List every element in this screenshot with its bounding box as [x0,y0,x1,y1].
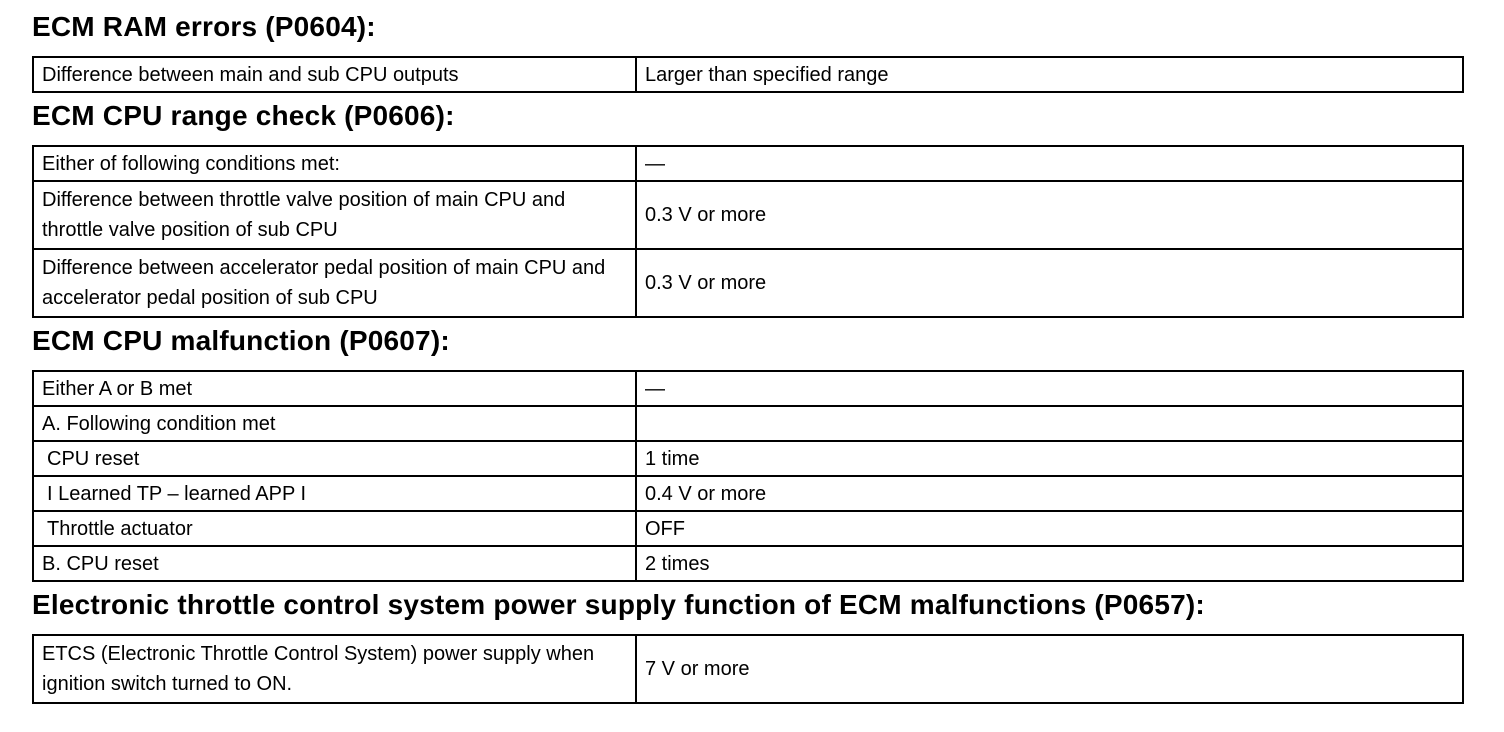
table-row [33,57,1463,92]
value-cell [636,406,1463,441]
condition-cell: Either of following conditions met: [33,146,636,181]
table-p0657 [32,634,1464,704]
condition-cell: Difference between main and sub CPU outputs [33,57,636,92]
value-cell: 2 times [636,546,1463,581]
section-title-p0604: ECM RAM errors (P0604): [32,11,376,42]
section-title-p0606: ECM CPU range check (P0606): [32,100,455,131]
table-p0604 [32,56,1464,93]
table-row [33,511,1463,546]
value-cell: 0.3 V or more [636,249,1463,317]
value-cell: OFF [636,511,1463,546]
table-row [33,546,1463,581]
condition-cell: Either A or B met [33,371,636,406]
condition-cell: B. CPU reset [33,546,636,581]
table-p0607 [32,370,1464,582]
table-row [33,406,1463,441]
value-cell: 0.4 V or more [636,476,1463,511]
value-cell: 1 time [636,441,1463,476]
condition-cell: ETCS (Electronic Throttle Control System) power supply when ignition switch turned to ON. [33,635,636,703]
document-page [32,0,1462,704]
table-row [33,476,1463,511]
table-row [33,441,1463,476]
condition-cell: A. Following condition met [33,406,636,441]
table-row [33,181,1463,249]
value-cell: Larger than specified range [636,57,1463,92]
value-cell: — [636,146,1463,181]
condition-cell: Throttle actuator [33,511,636,546]
section-title-p0607: ECM CPU malfunction (P0607): [32,325,450,356]
condition-cell: Difference between accelerator pedal position of main CPU and accelerator pedal position of sub CPU [33,249,636,317]
table-row [33,249,1463,317]
section-title-p0657: Electronic throttle control system power supply function of ECM malfunctions (P0657): [32,589,1205,620]
value-cell: 7 V or more [636,635,1463,703]
condition-cell: Difference between throttle valve position of main CPU and throttle valve position of sub CPU [33,181,636,249]
value-cell: — [636,371,1463,406]
table-p0606 [32,145,1464,318]
table-row [33,371,1463,406]
condition-cell: I Learned TP – learned APP I [33,476,636,511]
table-row [33,146,1463,181]
condition-cell: CPU reset [33,441,636,476]
table-row [33,635,1463,703]
value-cell: 0.3 V or more [636,181,1463,249]
